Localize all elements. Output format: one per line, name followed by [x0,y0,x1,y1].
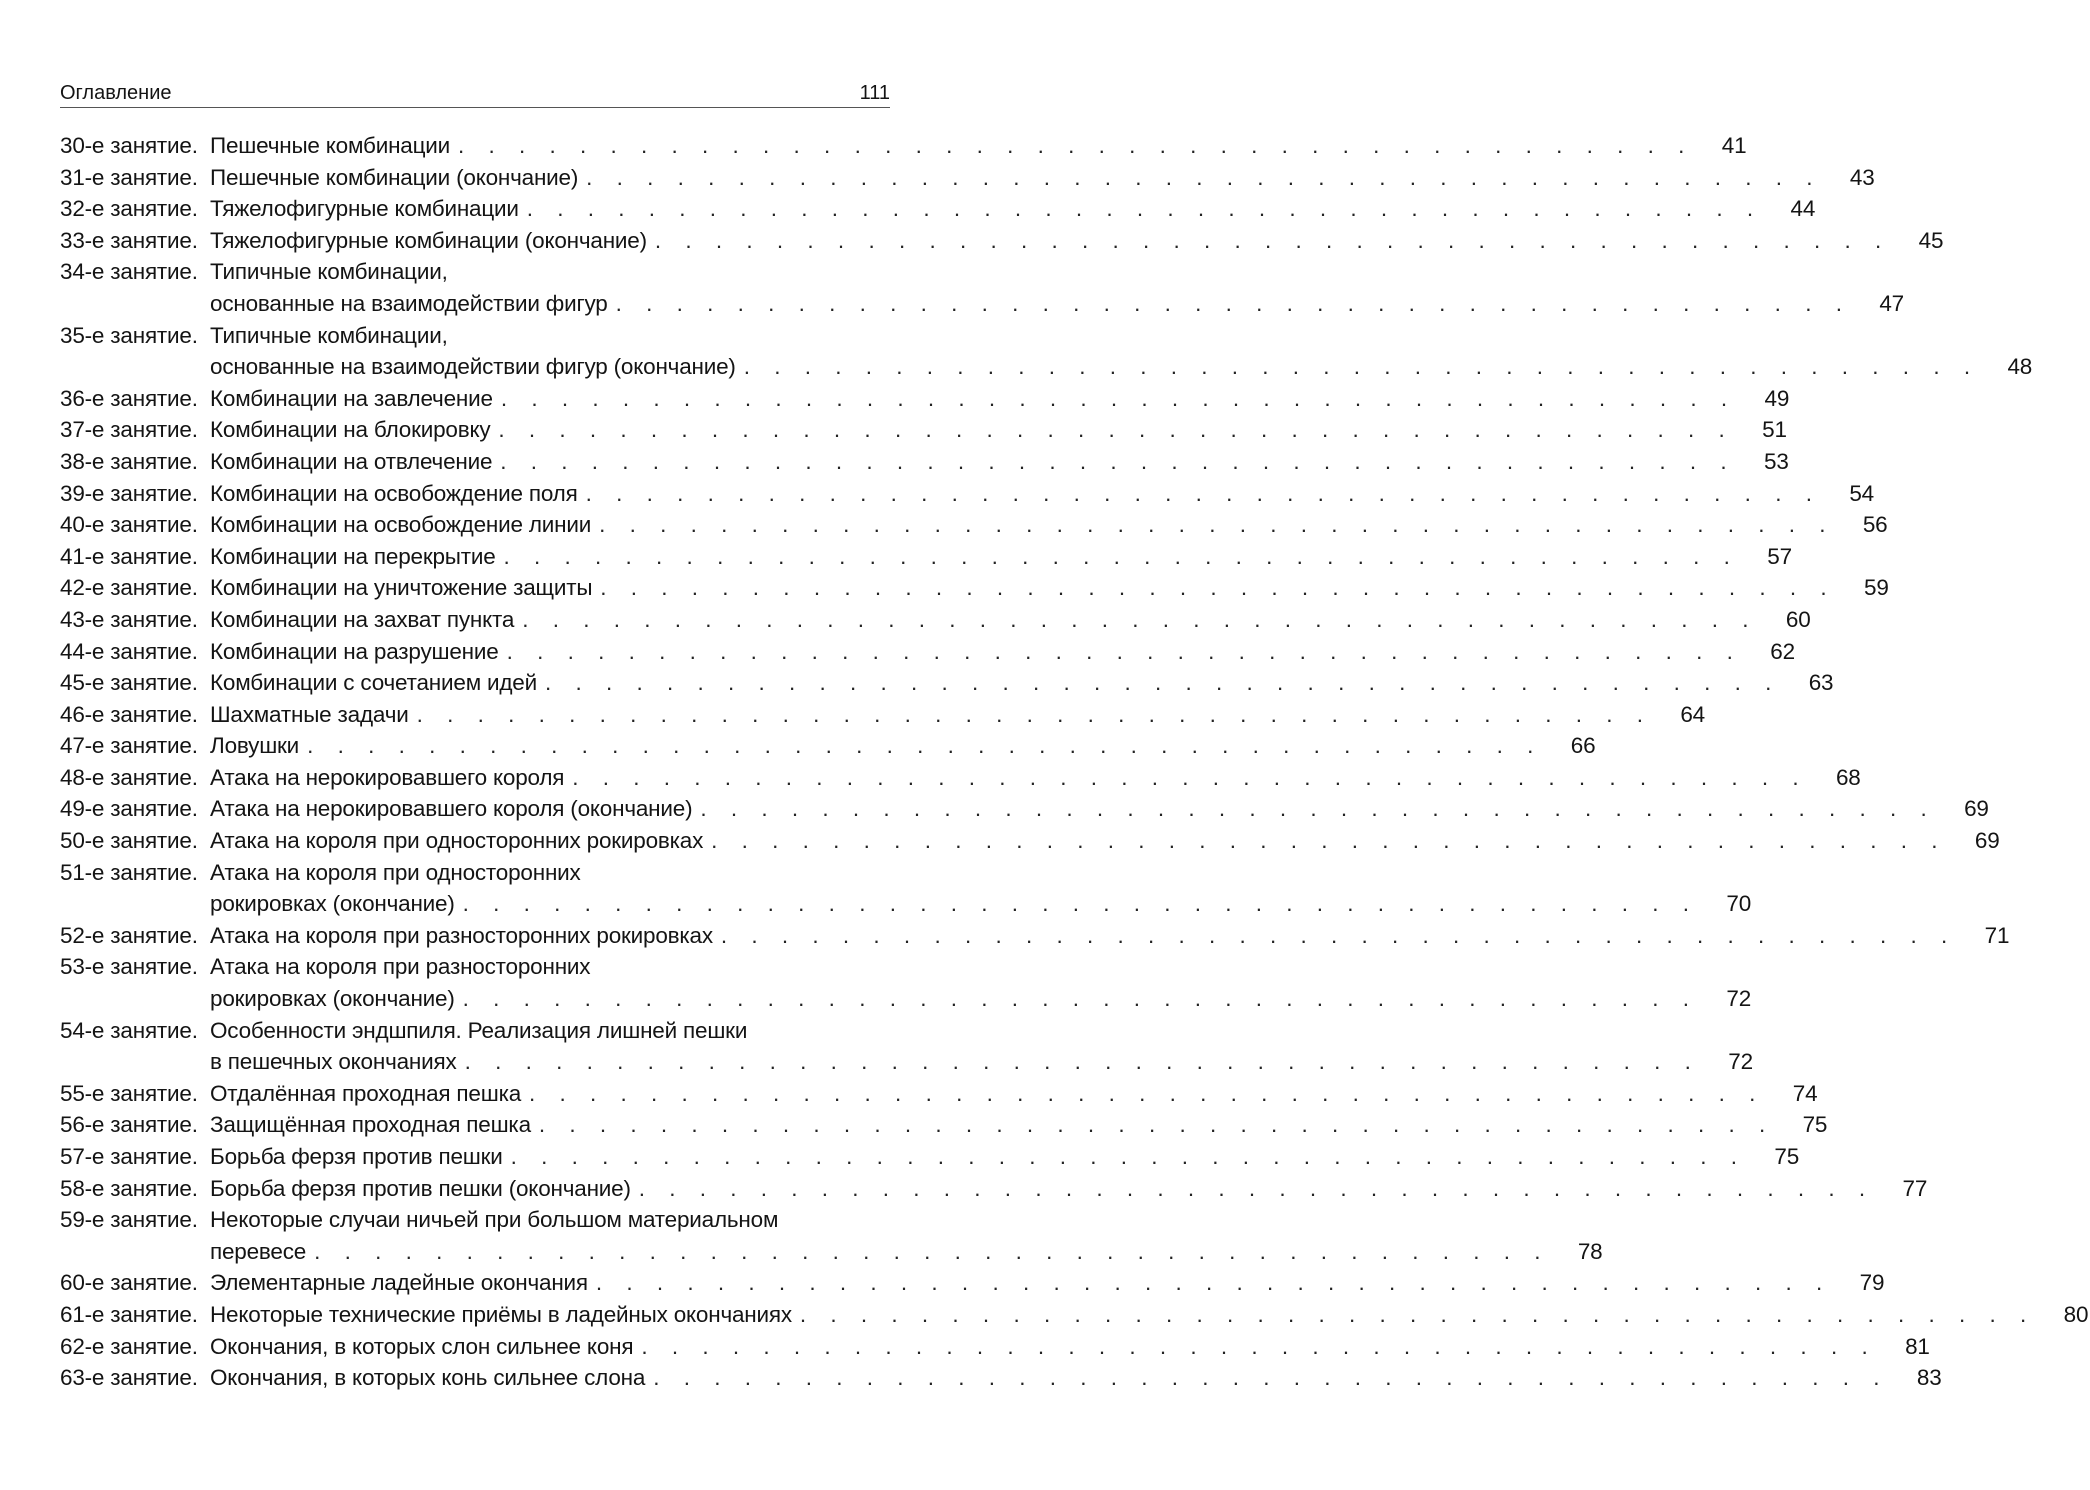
toc-entry-title-line [210,1267,1831,1299]
toc-entry-page-number: 57 [1767,543,1792,569]
toc-entry-lesson: 60-е занятие. [60,1270,198,1296]
toc-entry-title [210,857,1698,920]
toc-entry-page [1698,951,1753,1014]
toc-entry-title-line [210,1204,1549,1236]
dot-leader: . . . . . . . . . . . . . . . . . . . . . . . . . . . . . . . . . . . . . . . . . [615,290,1851,316]
toc-entry-lesson: 51-е занятие. [60,859,198,885]
toc-entry-page [1835,509,1890,541]
toc-entry-page-number: 44 [1790,196,1816,222]
toc-entry-title-text: Особенности эндшпиля. Реализация лишней пешки [210,1017,748,1043]
toc-entry-title-line [210,541,1739,573]
toc-entry-title [210,478,1821,510]
toc-entry-title [210,225,1890,257]
toc-entry-title-text: Атака на короля при разносторонних [210,954,591,980]
toc-entry [60,1331,1930,1363]
toc-entry-title-line [210,1109,1774,1141]
toc-entry-page [1836,572,1891,604]
toc-entry-page-number: 77 [1902,1175,1928,1201]
toc-entry-page-number: 64 [1680,701,1705,727]
dot-leader: . . . . . . . . . . . . . . . . . . . . . . . . . . . . . . . . . . . . . . . . . [307,733,1543,759]
toc-entry-lesson: 46-е занятие. [60,701,198,727]
toc-entry-page [1822,162,1877,194]
toc-entry-title-text: Шахматные задачи [210,701,409,727]
dot-leader: . . . . . . . . . . . . . . . . . . . . . . . . . . . . . . . . . . . . . . . . . [638,1175,1875,1201]
toc-entry-page [1780,667,1835,699]
toc-entry-lesson: 62-е занятие. [60,1333,198,1359]
toc-entry-title-line [210,667,1780,699]
toc-entry-title-line [210,951,1698,983]
toc-entry-lesson: 45-е занятие. [60,670,198,696]
toc-entry-title-line [210,730,1542,762]
toc-entry-title [210,414,1734,446]
dot-leader: . . . . . . . . . . . . . . . . . . . . . . . . . . . . . . . . . . . . . . . . . [314,1238,1550,1264]
toc-entry-title-text: Атака на нерокировавшего короля [210,764,565,790]
toc-entry-lesson: 56-е занятие. [60,1112,198,1138]
toc-entry-title-line [210,225,1890,257]
toc-entry-title-line [210,288,1851,320]
toc-entry-title-line [210,920,1956,952]
toc-entry-lesson: 49-е занятие. [60,796,198,822]
toc-entry-lesson: 59-е занятие. [60,1207,198,1233]
dot-leader: . . . . . . . . . . . . . . . . . . . . . . . . . . . . . . . . . . . . . . . . . [545,670,1781,696]
toc-entry-title [210,1141,1746,1173]
dot-leader: . . . . . . . . . . . . . . . . . . . . . . . . . . . . . . . . . . . . . . . . . [506,638,1742,664]
toc-entry [60,1109,1828,1141]
toc-entry [60,256,1904,319]
toc-entry-page [1736,383,1791,415]
toc-entry-title-text: Тяжелофигурные комбинации (окончание) [210,227,647,253]
toc-entry-title [210,162,1822,194]
toc-entry-page-number: 83 [1916,1365,1942,1391]
toc-entry-title-line [210,414,1734,446]
toc-entry-title-text: рокировках (окончание) [210,891,455,917]
dot-leader: . . . . . . . . . . . . . . . . . . . . . . . . . . . . . . . . . . . . . . . . . [743,354,1980,380]
toc-entry-page-number: 75 [1802,1112,1828,1138]
dot-leader: . . . . . . . . . . . . . . . . . . . . . . . . . . . . . . . . . . . . . . . . . [462,986,1699,1012]
toc-entry-page-number: 48 [2007,354,2033,380]
toc-entry-page-number: 53 [1764,448,1789,474]
toc-entry-page-number: 70 [1726,891,1752,917]
dot-leader: . . . . . . . . . . . . . . . . . . . . . . . . . . . . . . . . . . . . . . . . . [526,196,1763,222]
toc-entry-title [210,130,1693,162]
toc-entry-lesson: 35-е занятие. [60,322,198,348]
toc-entry-page-number: 71 [1984,922,2010,948]
toc-entry [60,857,1752,920]
dot-leader: . . . . . . . . . . . . . . . . . . . . . . . . . . . . . . . . . . . . . . . . . [416,701,1652,727]
toc-entry-title-text: Комбинации на захват пункта [210,606,515,632]
toc-entry-page [1542,730,1597,762]
toc-entry-title [210,1015,1700,1078]
toc-entry-title [210,193,1762,225]
toc-entry [60,1204,1603,1267]
toc-entry-page [1700,1015,1755,1078]
toc-entry-title [210,256,1851,319]
toc-entry-title-line [210,1015,1700,1047]
dot-leader: . . . . . . . . . . . . . . . . . . . . . . . . . . . . . . . . . . . . . . . . . [572,764,1808,790]
toc-entry-page-number: 75 [1774,1144,1800,1169]
toc-entry-title-text: Окончания, в которых слон сильнее коня [210,1333,634,1359]
toc-entry-page-number: 51 [1762,417,1787,443]
toc-entry-title [210,572,1836,604]
toc-entry-page [1549,1204,1604,1267]
toc-entry-title-text: Типичные комбинации, [210,322,448,348]
toc-entry-page [1746,1141,1801,1173]
toc-entry-title [210,636,1742,668]
dot-leader: . . . . . . . . . . . . . . . . . . . . . . . . . . . . . . . . . . . . . . . . . [500,385,1737,411]
toc-entry [60,130,1747,162]
toc-entry-page [1851,256,1906,319]
dot-leader: . . . . . . . . . . . . . . . . . . . . . . . . . . . . . . . . . . . . . . . . . [799,1301,2036,1327]
dot-leader: . . . . . . . . . . . . . . . . . . . . . . . . . . . . . . . . . . . . . . . . . [458,133,1694,158]
toc-entry [60,414,1787,446]
dot-leader: . . . . . . . . . . . . . . . . . . . . . . . . . . . . . . . . . . . . . . . . . [522,606,1758,632]
toc-entry-title-line [210,888,1698,920]
toc-entry-title [210,1173,1874,1205]
toc-entry-title-line [210,825,1947,857]
running-head [60,80,890,108]
toc-entry-title-text: Пешечные комбинации [210,133,451,158]
toc-entry [60,667,1834,699]
toc-entry-title-text: Комбинации на освобождение поля [210,480,578,506]
toc-entry-page [1831,1267,1886,1299]
toc-entry-page-number: 69 [1964,796,1989,822]
toc-entry-lesson: 36-е занятие. [60,385,198,411]
dot-leader: . . . . . . . . . . . . . . . . . . . . . . . . . . . . . . . . . . . . . . . . . [498,417,1734,443]
toc-entry-title-line [210,162,1822,194]
toc-entry-page-number: 66 [1570,733,1596,759]
toc-entry-title [210,1204,1549,1267]
toc-entry-page-number: 72 [1726,986,1752,1012]
toc-entry-title [210,383,1736,415]
toc-entry [60,1362,1942,1394]
toc-entry-title [210,446,1736,478]
toc-entry-title-line [210,1078,1764,1110]
toc-entry-title-text: Комбинации на завлечение [210,385,493,411]
dot-leader: . . . . . . . . . . . . . . . . . . . . . . . . . . . . . . . . . . . . . . . . . [464,1049,1700,1075]
table-of-contents [60,130,2089,1394]
toc-entry [60,541,1792,573]
toc-entry-lesson: 53-е занятие. [60,954,198,980]
toc-entry-title-text: Борьба ферзя против пешки (окончание) [210,1175,631,1201]
toc-entry-page-number: 78 [1577,1238,1603,1264]
toc-entry-lesson: 50-е занятие. [60,828,198,854]
toc-entry-lesson: 32-е занятие. [60,196,198,222]
toc-entry-page-number: 62 [1770,638,1795,664]
toc-entry-title [210,604,1758,636]
toc-entry-lesson: 38-е занятие. [60,448,198,474]
toc-entry-title-text: Комбинации на блокировку [210,417,491,443]
toc-entry-title [210,1267,1831,1299]
toc-entry-title-line [210,509,1835,541]
toc-entry-page [1742,636,1797,668]
toc-entry [60,1267,1885,1299]
toc-entry-page-number: 68 [1835,764,1861,790]
toc-entry-lesson: 44-е занятие. [60,638,198,664]
toc-entry-page [1698,857,1753,920]
toc-entry [60,604,1811,636]
toc-entry-page-number: 69 [1974,828,2000,854]
toc-entry-page [1821,478,1876,510]
toc-entry-page-number: 59 [1864,575,1889,601]
toc-entry-title-line [210,1331,1877,1363]
toc-entry-title [210,1331,1877,1363]
toc-entry-title-text: основанные на взаимодействии фигур (окончание) [210,354,736,380]
toc-entry-title-line [210,1362,1889,1394]
toc-entry [60,225,1944,257]
toc-entry-title-line [210,193,1762,225]
dot-leader: . . . . . . . . . . . . . . . . . . . . . . . . . . . . . . . . . . . . . . . . . [653,1365,1889,1391]
toc-entry [60,699,1705,731]
toc-entry-lesson: 61-е занятие. [60,1301,198,1327]
toc-entry [60,1173,1928,1205]
toc-entry-lesson: 55-е занятие. [60,1080,198,1106]
toc-entry-title-line [210,636,1742,668]
toc-entry-title-text: Атака на нерокировавшего короля (окончание) [210,796,693,822]
toc-entry-lesson: 39-е занятие. [60,480,198,506]
toc-entry-title-text: Защищённая проходная пешка [210,1112,531,1138]
toc-entry-page [1808,762,1863,794]
toc-entry-title-line [210,446,1736,478]
toc-entry-title-text: Отдалённая проходная пешка [210,1080,522,1106]
toc-entry [60,825,2000,857]
toc-entry-title-line [210,383,1736,415]
toc-entry [60,636,1795,668]
toc-entry [60,320,2033,383]
toc-entry-page [1736,446,1791,478]
dot-leader: . . . . . . . . . . . . . . . . . . . . . . . . . . . . . . . . . . . . . . . . . [503,543,1739,569]
toc-entry-title-text: Тяжелофигурные комбинации [210,196,519,222]
toc-entry-title-text: Комбинации на уничтожение защиты [210,575,593,601]
toc-entry-title-line [210,478,1821,510]
toc-entry-title-line [210,1173,1874,1205]
dot-leader: . . . . . . . . . . . . . . . . . . . . . . . . . . . . . . . . . . . . . . . . . [529,1080,1765,1106]
toc-entry-title [210,509,1835,541]
toc-entry-title [210,541,1739,573]
toc-entry-page [1764,1078,1819,1110]
dot-leader: . . . . . . . . . . . . . . . . . . . . . . . . . . . . . . . . . . . . . . . . . [654,227,1891,253]
toc-entry-title-text: Комбинации с сочетанием идей [210,670,537,696]
toc-entry-title [210,320,1979,383]
toc-entry [60,1015,1753,1078]
toc-entry-title-text: Элементарные ладейные окончания [210,1270,588,1296]
toc-entry-lesson: 34-е занятие. [60,259,198,285]
toc-entry [60,162,1875,194]
toc-entry-lesson: 58-е занятие. [60,1175,198,1201]
toc-entry-title-text: Борьба ферзя против пешки [210,1144,503,1169]
toc-entry-page [1877,1331,1932,1363]
toc-entry-title [210,920,1956,952]
toc-entry-page [1890,225,1945,257]
toc-entry [60,478,1874,510]
toc-entry-title-line [210,762,1808,794]
toc-entry-title-line [210,572,1836,604]
toc-entry-title-text: Типичные комбинации, [210,259,448,285]
toc-entry-page-number: 43 [1849,164,1875,190]
dot-leader: . . . . . . . . . . . . . . . . . . . . . . . . . . . . . . . . . . . . . . . . . [586,164,1822,190]
dot-leader: . . . . . . . . . . . . . . . . . . . . . . . . . . . . . . . . . . . . . . . . . [500,448,1736,474]
toc-entry-page-number: 80 [2063,1301,2089,1327]
toc-entry-title-text: Пешечные комбинации (окончание) [210,164,579,190]
toc-entry-page-number: 63 [1808,670,1834,696]
dot-leader: . . . . . . . . . . . . . . . . . . . . . . . . . . . . . . . . . . . . . . . . . [462,891,1699,917]
dot-leader: . . . . . . . . . . . . . . . . . . . . . . . . . . . . . . . . . . . . . . . . . [600,575,1836,601]
toc-entry-title-text: в пешечных окончаниях [210,1049,457,1075]
toc-entry-title-text: Комбинации на отвлечение [210,448,493,474]
toc-entry-page-number: 49 [1764,385,1790,411]
toc-entry-page-number: 47 [1879,290,1904,316]
toc-entry-lesson: 54-е занятие. [60,1017,198,1043]
toc-entry-title-line [210,1236,1549,1268]
toc-entry-title [210,730,1542,762]
toc-entry-page-number: 74 [1792,1080,1818,1106]
toc-entry-page [2035,1299,2090,1331]
toc-entry [60,1299,2089,1331]
toc-entry-title-line [210,130,1693,162]
page-number: 111 [859,82,890,104]
toc-entry-page [1774,1109,1829,1141]
dot-leader: . . . . . . . . . . . . . . . . . . . . . . . . . . . . . . . . . . . . . . . . . [720,922,1957,948]
toc-entry-title-text: Атака на короля при односторонних рокировках [210,828,704,854]
toc-entry-page [1693,130,1748,162]
toc-entry-title-text: рокировках (окончание) [210,986,455,1012]
toc-entry-title-text: Ловушки [210,733,300,759]
dot-leader: . . . . . . . . . . . . . . . . . . . . . . . . . . . . . . . . . . . . . . . . . [538,1112,1775,1138]
toc-entry [60,572,1889,604]
toc-entry-page [1739,541,1794,573]
toc-entry [60,951,1752,1014]
toc-entry-title-line [210,604,1758,636]
dot-leader: . . . . . . . . . . . . . . . . . . . . . . . . . . . . . . . . . . . . . . . . . [711,828,1947,854]
toc-entry-page-number: 56 [1862,512,1888,538]
dot-leader: . . . . . . . . . . . . . . . . . . . . . . . . . . . . . . . . . . . . . . . . . [641,1333,1877,1359]
toc-entry-lesson: 42-е занятие. [60,575,198,601]
toc-entry-page-number: 60 [1785,606,1811,632]
toc-entry-title-line [210,857,1698,889]
toc-entry-title-line [210,256,1851,288]
toc-entry-title [210,825,1947,857]
dot-leader: . . . . . . . . . . . . . . . . . . . . . . . . . . . . . . . . . . . . . . . . . [595,1270,1832,1296]
toc-entry-title-text: Некоторые технические приёмы в ладейных окончаниях [210,1301,792,1327]
toc-entry-title-text: перевесе [210,1238,307,1264]
dot-leader: . . . . . . . . . . . . . . . . . . . . . . . . . . . . . . . . . . . . . . . . . [599,512,1835,538]
toc-entry-lesson: 63-е занятие. [60,1365,198,1391]
toc-entry-lesson: 37-е занятие. [60,417,198,443]
dot-leader: . . . . . . . . . . . . . . . . . . . . . . . . . . . . . . . . . . . . . . . . . [700,796,1936,822]
toc-entry-title-text: Окончания, в которых конь сильнее слона [210,1365,646,1391]
toc-entry-lesson: 30-е занятие. [60,133,198,158]
toc-entry-title-text: Комбинации на перекрытие [210,543,496,569]
toc-entry-title-text: Атака на короля при разносторонних рокировках [210,922,713,948]
toc-entry-title-text: Комбинации на разрушение [210,638,499,664]
toc-entry-page [1762,193,1817,225]
dot-leader: . . . . . . . . . . . . . . . . . . . . . . . . . . . . . . . . . . . . . . . . . [510,1144,1747,1169]
toc-entry-title-line [210,793,1936,825]
toc-entry-lesson: 43-е занятие. [60,606,198,632]
toc-entry-page [1734,414,1789,446]
toc-entry-page [1889,1362,1944,1394]
toc-entry [60,920,2010,952]
toc-entry-page [1936,793,1991,825]
toc-entry-title-text: Комбинации на освобождение линии [210,512,592,538]
toc-entry-lesson: 31-е занятие. [60,164,198,190]
toc-entry-page [1758,604,1813,636]
toc-entry-page [1874,1173,1929,1205]
toc-entry [60,793,1989,825]
toc-entry-title [210,762,1808,794]
toc-entry-page [1979,320,2034,383]
toc-entry-title-line [210,320,1979,352]
toc-entry-page-number: 45 [1918,227,1944,253]
toc-entry-title-line [210,1141,1746,1173]
toc-entry-page [1652,699,1707,731]
toc-entry-page [1947,825,2002,857]
toc-entry-lesson: 47-е занятие. [60,733,198,759]
toc-entry-title-line [210,1299,2035,1331]
toc-entry-title [210,793,1936,825]
toc-entry-title [210,951,1698,1014]
toc-entry [60,193,1816,225]
toc-entry-title [210,1109,1774,1141]
toc-entry-lesson: 57-е занятие. [60,1144,198,1169]
toc-entry-title-line [210,983,1698,1015]
toc-entry-title-line [210,1046,1700,1078]
toc-entry-page [1956,920,2011,952]
toc-entry-title-line [210,699,1652,731]
toc-entry-title-line [210,351,1979,383]
toc-entry-title [210,1362,1889,1394]
toc-entry [60,383,1790,415]
toc-entry-title-text: Некоторые случаи ничьей при большом материальном [210,1207,779,1233]
toc-entry-title [210,667,1780,699]
toc-entry-title [210,1078,1764,1110]
toc-entry-page-number: 81 [1905,1333,1930,1359]
toc-entry [60,446,1789,478]
toc-entry-title [210,699,1652,731]
toc-entry [60,1078,1818,1110]
dot-leader: . . . . . . . . . . . . . . . . . . . . . . . . . . . . . . . . . . . . . . . . . [585,480,1821,506]
toc-entry-lesson: 33-е занятие. [60,227,198,253]
toc-entry-lesson: 52-е занятие. [60,922,198,948]
toc-entry-lesson: 40-е занятие. [60,512,198,538]
toc-entry-page-number: 54 [1849,480,1874,506]
toc-entry-title-text: основанные на взаимодействии фигур [210,290,608,316]
toc-entry-title [210,1299,2035,1331]
toc-entry-lesson: 48-е занятие. [60,764,198,790]
toc-entry-title-text: Атака на короля при односторонних [210,859,581,885]
toc-entry [60,509,1888,541]
toc-entry-lesson: 41-е занятие. [60,543,198,569]
toc-entry-page-number: 72 [1728,1049,1753,1075]
toc-entry-page-number: 79 [1859,1270,1885,1296]
toc-entry-page-number: 41 [1721,133,1747,158]
toc-entry [60,730,1596,762]
toc-entry [60,1141,1800,1173]
running-head-title: Оглавление [60,82,172,104]
toc-entry [60,762,1861,794]
